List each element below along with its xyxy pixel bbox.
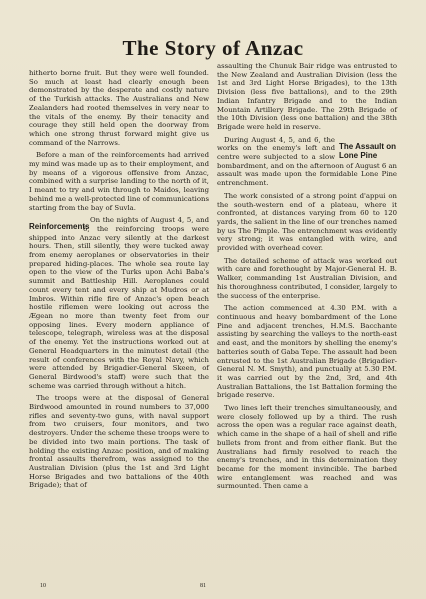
page-title: The Story of Anzac (122, 36, 304, 60)
paragraph: assaulting the Chunuk Bair ridge was entrusted to the New Zealand and Australian Division (less the 1st and 3rd Light Horse Brigades), to the 13th Division (less five battalions), and to the 29th Indian Infantry Brigade and to the Indian Mountain Artillery Brigade. The 29th Brigade of the 10th Division (less one battalion) and the 38th Brigade were held in reserve. (217, 62, 397, 131)
side-heading-lone-pine: The Assault on Lone Pine (339, 141, 397, 160)
paragraph: On the nights of August 4, 5, and 6, the reinforcing troops were shipped into Anzac very silently at the darkest hours. Then, still silently, they were tucked away from enemy aeroplanes or observatories in their prepared hiding-places. The whole sea route lay open to the view of the Turks upon Achi Baba's summit and Battleship Hill. Aeroplanes could count every tent and every ship at Mudros or at Imbros. Within rifle fire of Anzac's open beach hostile riflemen were looking out across the Ægean no more than twenty feet from our opposing lines. Every modern appliance of telescope, telegraph, wireless was at the disposal of the enemy. Yet the instructions worked out at General Headquarters in the minutest detail (the result of conferences with the Royal Navy, which were attended by Brigadier-General Skeen, of General Birdwood's staff) were such that the scheme was carried through without a hitch. (29, 216, 209, 390)
paragraph: Two lines left their trenches simultaneously, and were closely followed up by a third. The rush across the open was a regular race against death, which came in the shape of a hail of shell and rifle bullets from front and from either flank. But the Australians had firmly resolved to reach the enemy's trenches, and in this determination they became for the moment invincible. The barbed wire entanglement was reached and was surmounted. Then came a (217, 404, 397, 491)
paragraph: The work consisted of a strong point d'appui on the south-western end of a plateau, where it confronted, at distances varying from 60 to 120 yards, the salient in the line of our trenches named by us The Pimple. The entrenchment was evidently very strong; it was entangled with wire, and provided with overhead cover. (217, 191, 397, 253)
side-heading-reinforcements: Reinforcements (29, 222, 90, 232)
page-number-right: 81 (200, 583, 206, 589)
paragraph: The detailed scheme of attack was worked out with care and forethought by Major-General H. B. Walker, commanding 1st Australian Division, and his thoroughness contributed, I consider, largely to the success of the enterprise. (217, 256, 397, 300)
paragraph: hitherto borne fruit. But they were well founded. So much at least had clearly enough been demonstrated by the desperate and costly nature of the Turkish attacks. The Australians and New Zealanders had rooted themselves in very near to the vitals of the enemy. By their tenacity and courage they still held open the doorway from which one strong thrust forward might give us command of the Narrows. (29, 69, 209, 147)
right-column (217, 62, 397, 495)
left-column (29, 69, 209, 494)
paragraph: The troops were at the disposal of General Birdwood amounted in round numbers to 37,000 rifles and seventy-two guns, with naval support from two cruisers, four monitors, and two destroyers. Under the scheme these troops were to be divided into two main portions. The task of holding the existing Anzac position, and of making frontal assaults therefrom, was assigned to the Australian Division (plus the 1st and 3rd Light Horse Brigades and two battalions of the 40th Brigade); that of (29, 394, 209, 490)
paragraph: The action commenced at 4.30 P.M. with a continuous and heavy bombardment of the Lone Pine and adjacent trenches, H.M.S. Bacchante assisting by searching the valleys to the north-east and east, and the monitors by shelling the enemy's batteries south of Gaba Tepe. The assault had been entrusted to the 1st Australian Brigade (Brigadier-General N. M. Smyth), and punctually at 5.30 P.M. it was carried out by the 2nd, 3rd, and 4th Australian Battalions, the 1st Battalion forming the brigade reserve. (217, 304, 397, 400)
paragraph: Before a man of the reinforcements had arrived my mind was made up as to their employment, and by means of a vigorous offensive from Anzac, combined with a surprise landing to the north of it, I meant to try and win through to Maidos, leaving behind me a well-protected line of communications starting from the bay of Suvla. (29, 151, 209, 212)
paragraph: During August 4, 5, and 6, the works on the enemy's left and centre were subjected to a slow bombardment, and on the afternoon of August 6 an assault was made upon the formidable Lone Pine entrenchment. (217, 135, 397, 188)
page-number-left: 10 (40, 583, 46, 589)
